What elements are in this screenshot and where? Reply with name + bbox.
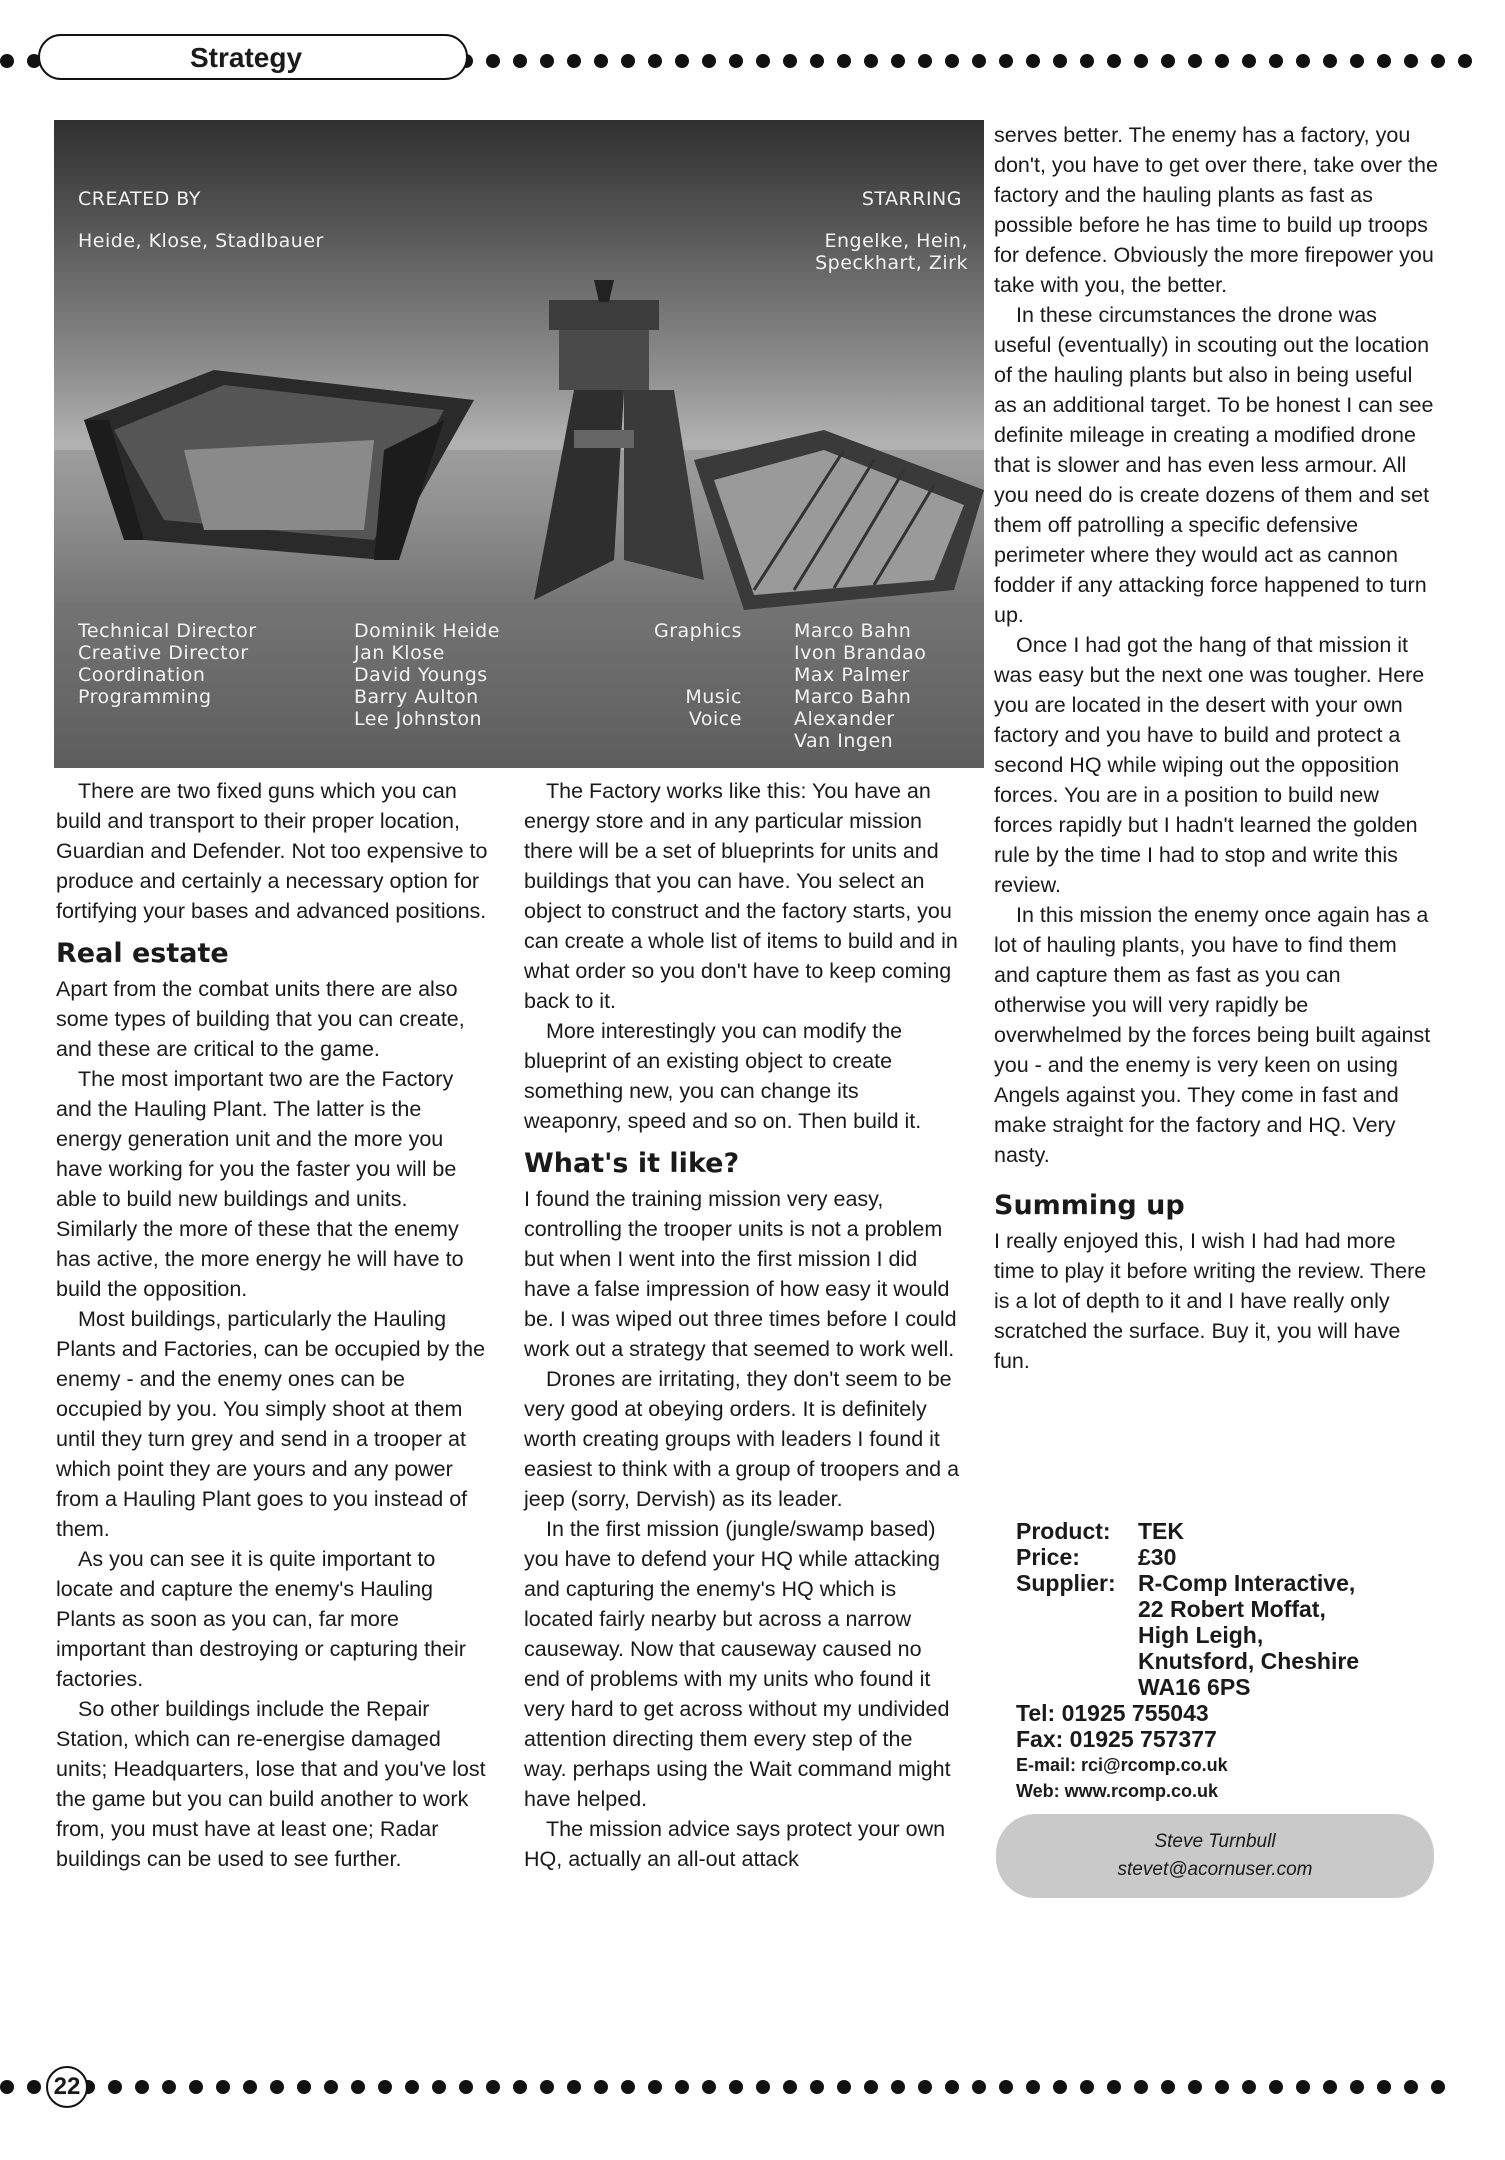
supplier-label: Supplier: xyxy=(1016,1570,1116,1596)
game-screenshot xyxy=(54,120,984,768)
paragraph: Drones are irritating, they don't seem to be very good at obeying orders. It is definitely worth creating groups with leaders I found it easiest to think with a group of troopers and a jeep (sorry, Dervish) as its leader. xyxy=(524,1367,960,1511)
names-left: Dominik Heide Jan Klose David Youngs Barry Aulton Lee Johnston xyxy=(354,620,500,730)
paragraph: The most important two are the Factory and the Hauling Plant. The latter is the energy generation unit and the more you have working for you the faster you will be able to build new buildings and units. Similarly the more of these that the enemy has active, the more energy he will have to build the opposition. xyxy=(56,1067,464,1301)
paragraph: Once I had got the hang of that mission it was easy but the next one was tougher. Here you are located in the desert with your own factory and you have to build and protect a second HQ while wiping out the opposition forces. You are in a position to build new forces rapidly but I hadn't learned the golden rule by the time I had to stop and write this review. xyxy=(994,633,1425,897)
starring-label: STARRING xyxy=(861,188,962,210)
created-by-label: CREATED BY xyxy=(78,188,201,210)
paragraph: The Factory works like this: You have an energy store and in any particular mission there will be a set of blueprints for units and buildings that you can have. You select an object to construct and the factory starts, you can create a whole list of items to build and in what order so you don't have to keep coming back to it. xyxy=(524,779,958,1013)
fax: Fax: 01925 757377 xyxy=(1016,1726,1217,1752)
paragraph: I found the training mission very easy, controlling the trooper units is not a problem but when I went into the first mission I did have a false impression of how easy it would be. I was wiped out three times before I could work out a strategy that seemed to work well. xyxy=(524,1187,957,1361)
article-column-1 xyxy=(56,776,492,1874)
roles-left: Technical Director Creative Director Coordination Programming xyxy=(78,620,257,708)
paragraph: The mission advice says protect your own HQ, actually an all-out attack xyxy=(524,1817,946,1871)
paragraph: In these circumstances the drone was useful (eventually) in scouting out the location of the hauling plants but also in being useful as an additional target. To be honest I can see definite mileage in creating a modified drone that is slower and has even less armour. All you need do is create dozens of them and set them off patrolling a specific defensive perimeter where they would act as cannon fodder if any attacking force happened to turn up. xyxy=(994,303,1434,627)
email: E-mail: rci@rcomp.co.uk xyxy=(1016,1755,1228,1775)
section-title: Strategy xyxy=(190,42,303,73)
paragraph: In the first mission (jungle/swamp based) you have to defend your HQ while attacking and capturing the enemy's HQ which is located fairly nearby but across a narrow causeway. Now that causeway caused no end of problems with my units who found it very hard to get across without my undivided attention directing them every step of the way. perhaps using the Wait command might have helped. xyxy=(524,1517,951,1811)
paragraph: As you can see it is quite important to locate and capture the enemy's Hauling Plants as soon as you can, far more important than destroying or capturing their factories. xyxy=(56,1547,466,1691)
roles-right: Graphics Music Voice xyxy=(654,620,742,730)
created-by-names: Heide, Klose, Stadlbauer xyxy=(78,230,324,252)
paragraph: serves better. The enemy has a factory, you don't, you have to get over there, take over the factory and the hauling plants as fast as possible before he has time to build up troops for defence. Obviously the more firepower you take with you, the better. xyxy=(994,123,1438,297)
subheading-summing-up: Summing up xyxy=(994,1190,1185,1221)
product-info xyxy=(1016,1518,1359,1804)
price-label: Price: xyxy=(1016,1544,1080,1570)
paragraph: So other buildings include the Repair Station, which can re-energise damaged units; Headquarters, lose that and you've lost the game but you can build another to work from, you must have at least one; Radar buildings can be used to see further. xyxy=(56,1697,486,1871)
product-label: Product: xyxy=(1016,1518,1111,1544)
article-column-2 xyxy=(524,776,960,1874)
paragraph: There are two fixed guns which you can build and transport to their proper location, Guardian and Defender. Not too expensive to produce and certainly a necessary option for fortifying your bases and advanced positions. xyxy=(56,779,488,923)
subheading-whats-it-like: What's it like? xyxy=(524,1148,740,1179)
paragraph: Apart from the combat units there are also some types of building that you can create, and these are critical to the game. xyxy=(56,977,465,1061)
article-column-3 xyxy=(994,120,1438,1376)
web: Web: www.rcomp.co.uk xyxy=(1016,1781,1219,1801)
names-right: Marco Bahn Ivon Brandao Max Palmer Marco Bahn Alexander Van Ingen xyxy=(794,620,927,752)
author-email: stevet@acornuser.com xyxy=(1117,1859,1313,1880)
paragraph: Most buildings, particularly the Hauling Plants and Factories, can be occupied by the enemy - and the enemy ones can be occupied by you. You simply shoot at them until they turn grey and send in a trooper at which point they are yours and any power from a Hauling Plant goes to you instead of them. xyxy=(56,1307,486,1541)
supplier-value: R-Comp Interactive, 22 Robert Moffat, High Leigh, Knutsford, Cheshire WA16 6PS xyxy=(1138,1570,1360,1700)
paragraph: In this mission the enemy once again has a lot of hauling plants, you have to find them and capture them as fast as you can otherwise you will very rapidly be overwhelmed by the forces being built against you - and the enemy is very keen on using Angels against you. They come in fast and make straight for the factory and HQ. Very nasty. xyxy=(994,903,1431,1167)
paragraph: I really enjoyed this, I wish I had had more time to play it before writing the review. There is a lot of depth to it and I have really only scratched the surface. Buy it, you will have fun. xyxy=(994,1229,1427,1373)
subheading-real-estate: Real estate xyxy=(56,938,229,969)
paragraph: More interestingly you can modify the blueprint of an existing object to create something new, you can change its weaponry, speed and so on. Then build it. xyxy=(524,1019,922,1133)
bottom-dot-rule xyxy=(0,2076,1505,2098)
tel: Tel: 01925 755043 xyxy=(1016,1700,1209,1726)
section-tab xyxy=(38,34,468,80)
starring-names: Engelke, Hein, Speckhart, Zirk xyxy=(815,230,968,274)
author-box xyxy=(996,1814,1434,1898)
product-value: TEK xyxy=(1138,1518,1184,1544)
price-value: £30 xyxy=(1138,1544,1177,1570)
page-number: 22 xyxy=(46,2066,88,2108)
author-name: Steve Turnbull xyxy=(1154,1831,1276,1852)
